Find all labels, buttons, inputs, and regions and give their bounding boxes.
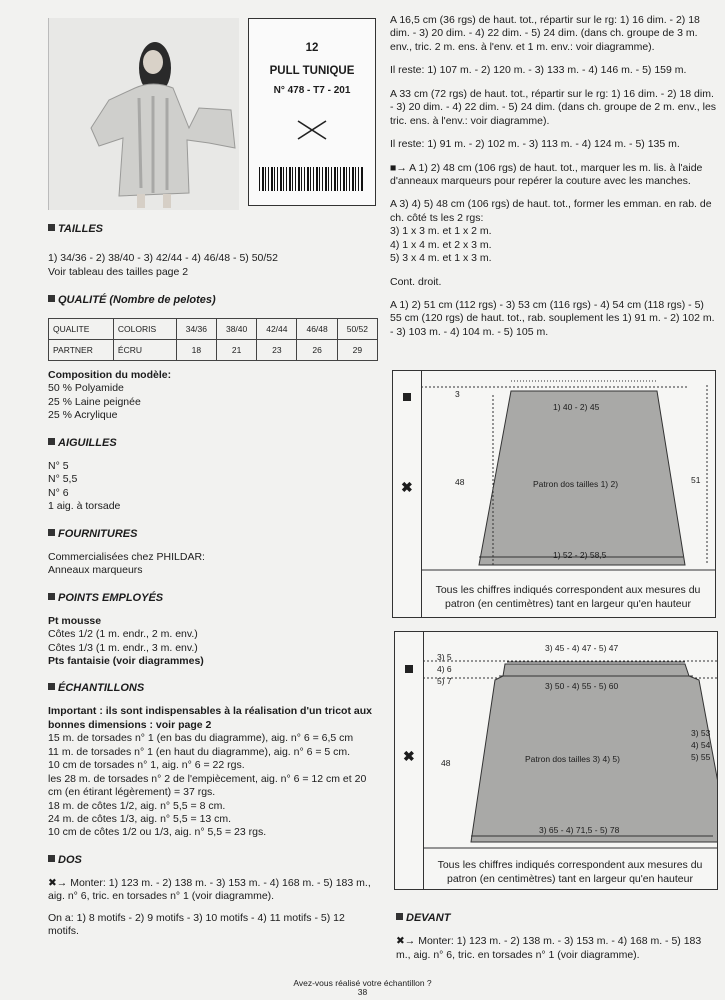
table-cell: 34/36 bbox=[176, 319, 216, 340]
table-cell: 38/40 bbox=[216, 319, 256, 340]
diagram-caption: Tous les chiffres indiqués correspondent aux mesures du patron (en centimètres) tant en largeur qu'en hauteur bbox=[435, 584, 701, 610]
qualite-heading: QUALITÉ (Nombre de pelotes) bbox=[48, 293, 378, 307]
bullet-square-icon bbox=[48, 593, 55, 600]
diagram-label: 5) 7 bbox=[437, 676, 452, 686]
left-column bbox=[48, 222, 378, 939]
table-cell: 42/44 bbox=[257, 319, 297, 340]
devant-text: ✖→ Monter: 1) 123 m. - 2) 138 m. - 3) 153 m. - 4) 168 m. - 5) 183 m., aig. n° 6, tric. en torsades n° 1 (voir diagramme). bbox=[396, 935, 702, 961]
dos-monter: ✖→ Monter: 1) 123 m. - 2) 138 m. - 3) 153 m. - 4) 168 m. - 5) 183 m., aig. n° 6, tric. en torsades n° 1 (voir diagramme). bbox=[48, 876, 371, 903]
points-heading: POINTS EMPLOYÉS bbox=[48, 591, 378, 605]
echantillons-important: Important : ils sont indispensables à la réalisation d'un tricot aux bonnes dimensions : voir page 2 bbox=[48, 705, 372, 731]
echantillons-line: 24 m. de côtes 1/3, aig. n° 5,5 = 13 cm. bbox=[48, 812, 232, 825]
diagram-label: 1) 40 - 2) 45 bbox=[553, 402, 600, 412]
aiguilles-line: N° 5 bbox=[48, 459, 69, 472]
echantillons-heading: ÉCHANTILLONS bbox=[48, 681, 378, 695]
instruction-line: 4) 1 x 4 m. et 2 x 3 m. bbox=[390, 238, 492, 251]
instruction-line: 3) 1 x 3 m. et 1 x 2 m. bbox=[390, 225, 492, 238]
pattern-diagram-1 bbox=[392, 370, 716, 618]
points-line: Pt mousse bbox=[48, 614, 102, 627]
echantillons-line: les 28 m. de torsades n° 2 de l'empiècement, aig. n° 6 = 12 cm et 20 cm (en étirant légèrement) = 37 rgs. bbox=[48, 772, 367, 799]
bullet-square-icon bbox=[48, 683, 55, 690]
pattern-diagram-2 bbox=[394, 631, 718, 890]
footer-line: Avez-vous réalisé votre échantillon ? bbox=[293, 978, 432, 988]
table-cell: 23 bbox=[257, 340, 297, 361]
diagram-label: 48 bbox=[455, 477, 465, 487]
aiguilles-heading: AIGUILLES bbox=[48, 436, 378, 450]
bullet-square-icon bbox=[48, 855, 55, 862]
dos-heading: DOS bbox=[48, 853, 378, 867]
right-column bbox=[390, 14, 718, 339]
diagram-label: 3) 50 - 4) 55 - 5) 60 bbox=[545, 681, 619, 691]
points-line: Pts fantaisie (voir diagrammes) bbox=[48, 654, 204, 667]
footer bbox=[0, 979, 725, 998]
echantillons-line: 15 m. de torsades n° 1 (en bas du diagramme), aig. n° 6 = 6,5 cm bbox=[48, 732, 354, 745]
model-photo bbox=[48, 18, 239, 210]
table-cell: 26 bbox=[297, 340, 337, 361]
instruction-paragraph: A 1) 2) 51 cm (112 rgs) - 3) 53 cm (116 rgs) - 4) 54 cm (118 rgs) - 5) 55 cm (120 rgs) de haut. tot., rab. souplement les 1) 91 m. - 2) 102 m. - 3) 103 m. - 4) 104 m. - 5) 105 m. bbox=[390, 299, 715, 338]
devant-heading: DEVANT bbox=[396, 911, 718, 925]
echantillons-line: 11 m. de torsades n° 1 (en haut du diagramme), aig. n° 6 = 5 cm. bbox=[48, 745, 351, 758]
table-header-row bbox=[49, 319, 378, 340]
table-cell: 50/52 bbox=[337, 319, 377, 340]
tailles-heading: TAILLES bbox=[48, 222, 378, 236]
diagram-label: 5) 55 bbox=[691, 752, 711, 762]
bullet-square-icon bbox=[48, 438, 55, 445]
table-cell: QUALITE bbox=[49, 319, 114, 340]
marker-square-icon bbox=[403, 393, 411, 401]
bullet-square-icon bbox=[48, 295, 55, 302]
dos-motifs: On a: 1) 8 motifs - 2) 9 motifs - 3) 10 motifs - 4) 11 motifs - 5) 12 motifs. bbox=[48, 911, 345, 938]
echantillons-line: 18 m. de côtes 1/2, aig. n° 5,5 = 8 cm. bbox=[48, 799, 226, 812]
bullet-square-icon bbox=[48, 529, 55, 536]
pattern-ref: N° 478 - T7 - 201 bbox=[273, 85, 351, 97]
aiguilles-line: 1 aig. à torsade bbox=[48, 500, 121, 513]
points-line: Côtes 1/2 (1 m. endr., 2 m. env.) bbox=[48, 628, 198, 641]
barcode bbox=[259, 167, 363, 191]
points-line: Côtes 1/3 (1 m. endr., 3 m. env.) bbox=[48, 641, 198, 654]
table-cell: 46/48 bbox=[297, 319, 337, 340]
diagram-label: 4) 6 bbox=[437, 664, 452, 674]
table-cell: 29 bbox=[337, 340, 377, 361]
table-cell: ÉCRU bbox=[113, 340, 176, 361]
fournitures-heading: FOURNITURES bbox=[48, 527, 378, 541]
diagram-label: 3 bbox=[455, 389, 460, 399]
fournitures-line: Anneaux marqueurs bbox=[48, 564, 143, 577]
echantillons-line: 10 cm de côtes 1/2 ou 1/3, aig. n° 5,5 = 23 rgs. bbox=[48, 826, 267, 839]
cross-icon: ✖ bbox=[401, 479, 413, 495]
table-cell: COLORIS bbox=[113, 319, 176, 340]
diagram-label: Patron dos tailles 3) 4) 5) bbox=[525, 754, 620, 764]
instruction-paragraph: A 33 cm (72 rgs) de haut. tot., répartir sur le rg: 1) 16 dim. - 2) 18 dim. - 3) 20 dim. - 4) 22 dim. - 5) 24 dim. (dans ch. groupe de 2 m. env., les tric. ens. à l'env.: voir diagramme). bbox=[390, 87, 717, 127]
instruction-paragraph: Il reste: 1) 107 m. - 2) 120 m. - 3) 133 m. - 4) 146 m. - 5) 159 m. bbox=[390, 64, 687, 77]
devant-section bbox=[396, 911, 718, 962]
diagram-label: 3) 45 - 4) 47 - 5) 47 bbox=[545, 643, 619, 653]
fournitures-line: Commercialisées chez PHILDAR: bbox=[48, 550, 205, 563]
diagram-label: 1) 52 - 2) 58,5 bbox=[553, 550, 607, 560]
diagram-label: 3) 53 bbox=[691, 728, 711, 738]
instruction-paragraph: Il reste: 1) 91 m. - 2) 102 m. - 3) 113 m. - 4) 124 m. - 5) 135 m. bbox=[390, 138, 680, 151]
pattern-title: PULL TUNIQUE bbox=[269, 64, 355, 77]
cross-icon: ✖ bbox=[403, 748, 415, 764]
aiguilles-line: N° 6 bbox=[48, 486, 69, 499]
tailles-sizes: 1) 34/36 - 2) 38/40 - 3) 42/44 - 4) 46/48 - 5) 50/52 bbox=[48, 252, 278, 265]
page-number: 38 bbox=[357, 987, 368, 998]
diagram-label: 3) 65 - 4) 71,5 - 5) 78 bbox=[539, 825, 620, 835]
bullet-square-icon bbox=[396, 913, 403, 920]
table-cell: 18 bbox=[176, 340, 216, 361]
echantillons-line: 10 cm de torsades n° 1, aig. n° 6 = 22 rgs. bbox=[48, 759, 245, 772]
pattern-number: 12 bbox=[305, 42, 319, 54]
table-row bbox=[49, 340, 378, 361]
diagram-label: 48 bbox=[441, 758, 451, 768]
qualite-table bbox=[48, 318, 378, 361]
instruction-paragraph: ■→ A 1) 2) 48 cm (106 rgs) de haut. tot., marquer les m. lis. à l'aide d'anneaux marqueurs pour repérer la couture avec les manches. bbox=[390, 161, 703, 187]
instruction-paragraph: Cont. droit. bbox=[390, 275, 442, 288]
marker-square-icon bbox=[405, 665, 413, 673]
diagram-label: Patron dos tailles 1) 2) bbox=[533, 479, 619, 489]
table-cell: 21 bbox=[216, 340, 256, 361]
bullet-square-icon bbox=[48, 224, 55, 231]
pattern-tag bbox=[248, 18, 376, 206]
table-cell: PARTNER bbox=[49, 340, 114, 361]
knitting-needles-icon bbox=[296, 119, 328, 141]
diagram-label: 3) 5 bbox=[437, 652, 452, 662]
model-illustration bbox=[49, 18, 239, 210]
diagram-label: 4) 54 bbox=[691, 740, 711, 750]
composition-line: 25 % Laine peignée bbox=[48, 395, 141, 408]
instruction-line: 5) 3 x 4 m. et 1 x 3 m. bbox=[390, 252, 492, 265]
diagram-label: 51 bbox=[691, 475, 701, 485]
instruction-paragraph: A 3) 4) 5) 48 cm (106 rgs) de haut. tot., former les emman. en rab. de ch. côté ts les 2 rgs: bbox=[390, 198, 712, 224]
aiguilles-line: N° 5,5 bbox=[48, 473, 78, 486]
instruction-paragraph: A 16,5 cm (36 rgs) de haut. tot., répartir sur le rg: 1) 16 dim. - 2) 18 dim. - 3) 20 dim. - 4) 22 dim. - 5) 24 dim. (dans ch. groupe de 3 m. env., tric. 2 m. ens. à l'env. et 1 m. env.: voir diagramme). bbox=[390, 14, 700, 53]
tailles-note: Voir tableau des tailles page 2 bbox=[48, 265, 189, 278]
composition-line: 50 % Polyamide bbox=[48, 382, 124, 395]
composition-line: 25 % Acrylique bbox=[48, 409, 118, 422]
diagram-caption: Tous les chiffres indiqués correspondent aux mesures du patron (en centimètres) tant en largeur qu'en hauteur bbox=[437, 859, 703, 885]
composition-title: Composition du modèle: bbox=[48, 369, 172, 382]
